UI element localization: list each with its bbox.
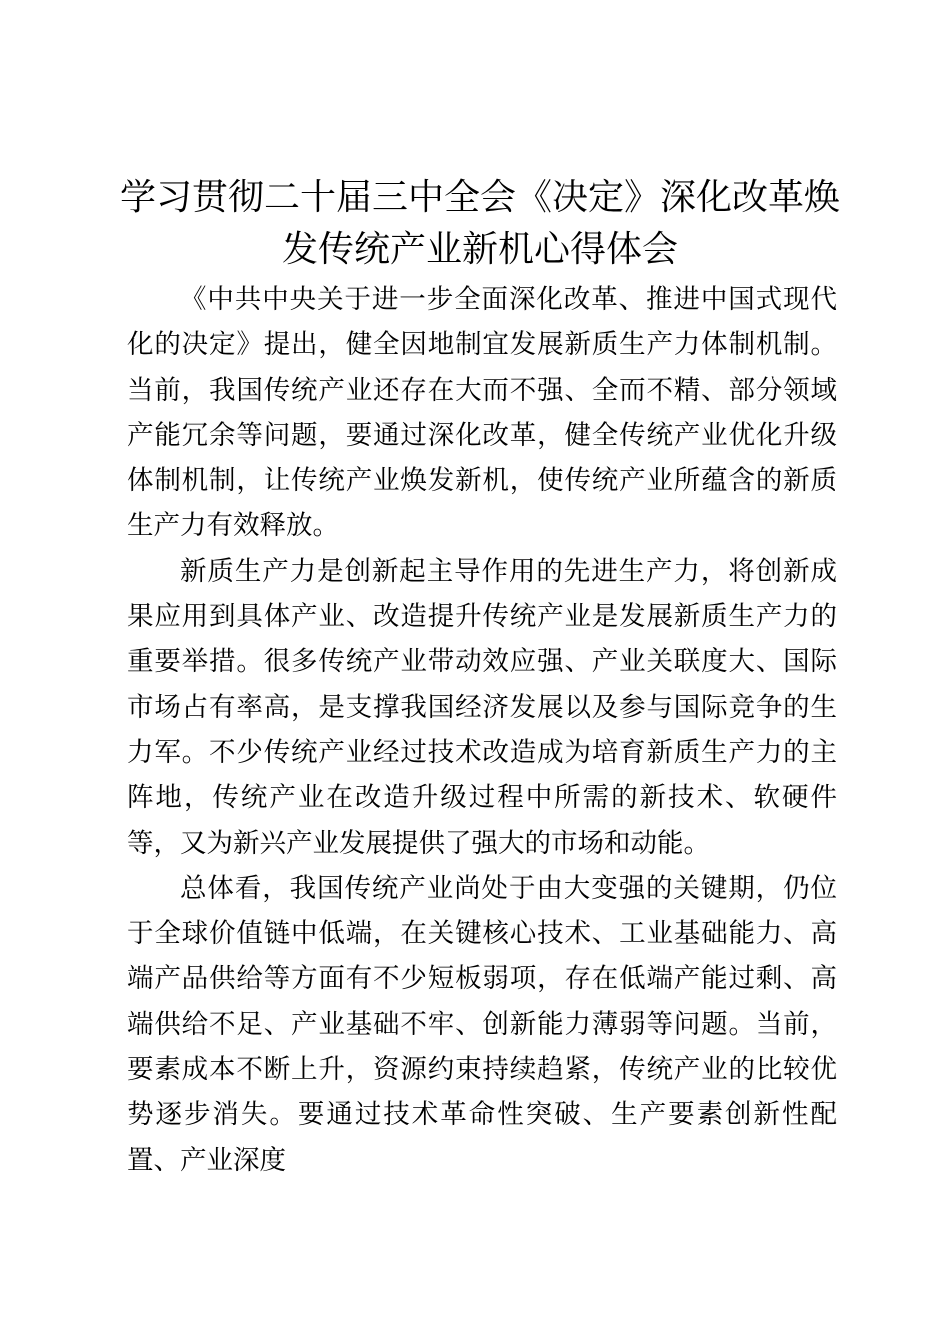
paragraph-2: 新质生产力是创新起主导作用的先进生产力，将创新成果应用到具体产业、改造提升传统产业是发展新质生产力的重要举措。很多传统产业带动效应强、产业关联度大、国际市场占有率高，是支撑我国经济发展以及参与国际竞争的生力军。不少传统产业经过技术改造成为培育新质生产力的主阵地，传统产业在改造升级过程中所需的新技术、软硬件等，又为新兴产业发展提供了强大的市场和动能。: [127, 555, 837, 859]
paragraph-1: 《中共中央关于进一步全面深化改革、推进中国式现代化的决定》提出，健全因地制宜发展新质生产力体制机制。当前，我国传统产业还存在大而不强、全而不精、部分领域产能冗余等问题，要通过深化改革，健全传统产业优化升级体制机制，让传统产业焕发新机，使传统产业所蕴含的新质生产力有效释放。: [127, 284, 837, 542]
title-line-1: 学习贯彻二十届三中全会《决定》深化改革焕: [119, 177, 840, 218]
title-line-2: 发传统产业新机心得体会: [281, 229, 678, 270]
paragraph-3: 总体看，我国传统产业尚处于由大变强的关键期，仍位于全球价值链中低端，在关键核心技术、工业基础能力、高端产品供给等方面有不少短板弱项，存在低端产能过剩、高端供给不足、产业基础不牢、创新能力薄弱等问题。当前，要素成本不断上升，资源约束持续趋紧，传统产业的比较优势逐步消失。要通过技术革命性突破、生产要素创新性配置、产业深度: [127, 872, 837, 1176]
document-body: [127, 277, 837, 1183]
document-title: [110, 172, 850, 276]
